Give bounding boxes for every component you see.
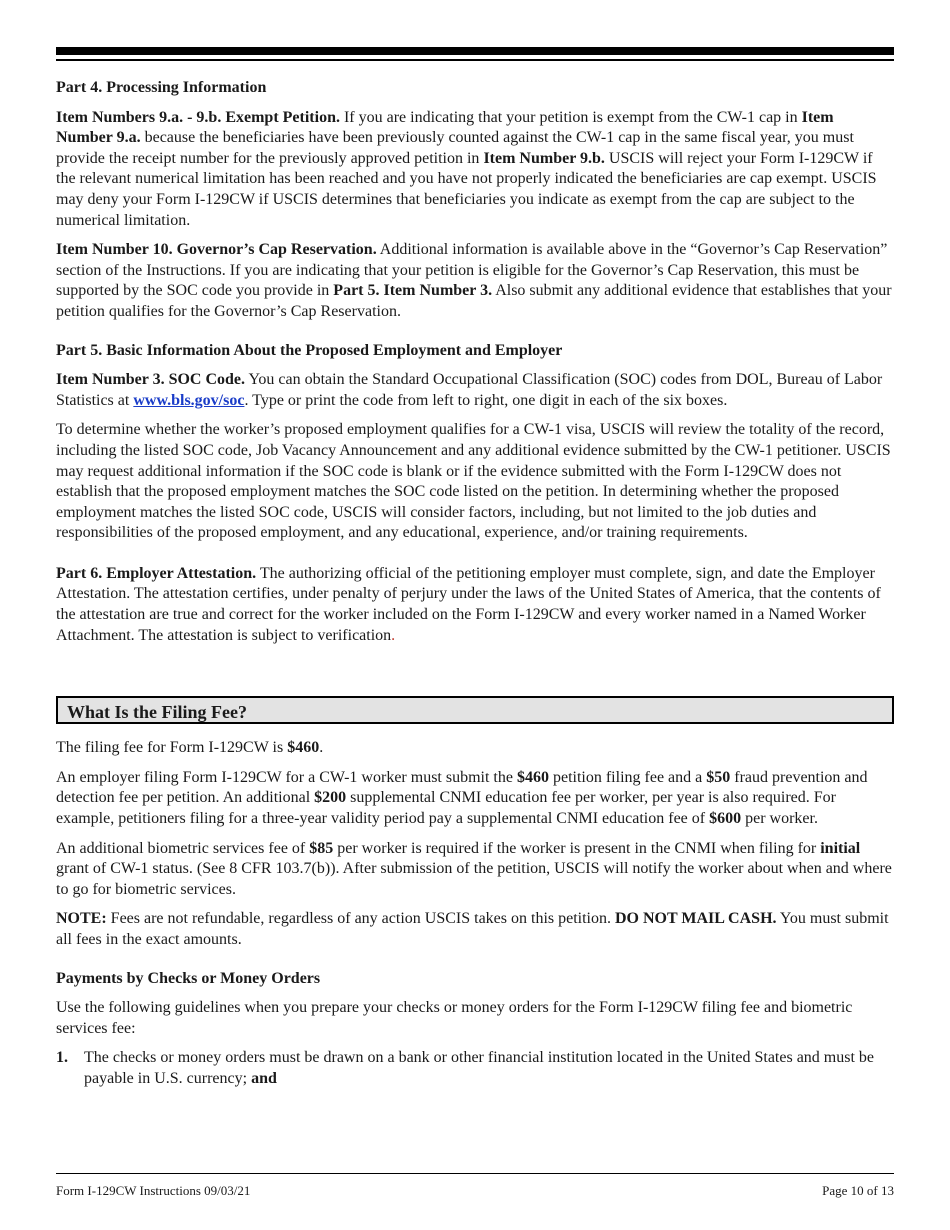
- header-thick-rule: [56, 47, 894, 55]
- payments-intro-paragraph: Use the following guidelines when you prepare your checks or money orders for the Form I-129CW filing fee and biometric services fee:: [56, 999, 853, 1037]
- header-thin-rule: [56, 59, 894, 61]
- footer-rule: [56, 1173, 894, 1174]
- part4-heading: Part 4. Processing Information: [56, 79, 267, 96]
- soc-code-lead: Item Number 3. SOC Code.: [56, 371, 246, 389]
- soc-code-paragraph: Item Number 3. SOC Code. You can obtain the Standard Occupational Classification (SOC) codes from DOL, Bureau of Labor Statistics at www.bls.gov/soc. Type or print the code from left to right, one digit in each of the six boxes.: [56, 371, 883, 409]
- page-content: [56, 78, 894, 1090]
- fees-note-paragraph: NOTE: Fees are not refundable, regardless of any action USCIS takes on this petition. DO NOT MAIL CASH. You must submit all fees in the exact amounts.: [56, 910, 889, 948]
- list-item: [56, 1048, 894, 1089]
- biometric-fee-paragraph: An additional biometric services fee of $85 per worker is required if the worker is present in the CNMI when filing for initial grant of CW-1 status. (See 8 CFR 103.7(b)). After submission of the petition, USCIS will notify the worker about when and where to go for biometric services.: [56, 839, 892, 898]
- filing-fee-paragraph: The filing fee for Form I-129CW is $460.: [56, 739, 324, 757]
- item10-lead: Item Number 10. Governor’s Cap Reservation.: [56, 241, 377, 259]
- item9-paragraph: Item Numbers 9.a. - 9.b. Exempt Petition. If you are indicating that your petition is exempt from the CW-1 cap in Item Number 9.a. because the beneficiaries have been previously counted against the CW-1 cap in the same fiscal year, you must provide the receipt number for the previously approved petition in Item Number 9.b. USCIS will reject your Form I-129CW if the relevant numerical limitation has been reached and you have not properly indicated the beneficiaries are cap exempt. USCIS may deny your Form I-129CW if USCIS determines that beneficiaries you indicate as exempt from the cap are subject to the numerical limitation.: [56, 108, 877, 229]
- list-item-text: The checks or money orders must be drawn on a bank or other financial institution located in the United States and must be payable in U.S. currency; and: [84, 1049, 875, 1087]
- item10-paragraph: Item Number 10. Governor’s Cap Reservation. Additional information is available above in the “Governor’s Cap Reservation” section of the Instructions. If you are indicating that your petition is eligible for the Governor’s Cap Reservation, this must be supported by the SOC code you provide in Part 5. Item Number 3. Also submit any additional evidence that establishes that your petition qualifies for the Governor’s Cap Reservation.: [56, 241, 892, 320]
- footer-form-id: Form I-129CW Instructions 09/03/21: [56, 1183, 251, 1198]
- page-footer: [56, 1183, 894, 1199]
- filing-fee-section-header: What Is the Filing Fee?: [56, 696, 894, 724]
- payments-heading: Payments by Checks or Money Orders: [56, 969, 321, 987]
- footer-page-number: Page 10 of 13: [822, 1183, 894, 1198]
- part6-paragraph: Part 6. Employer Attestation. The authorizing official of the petitioning employer must complete, sign, and date the Employer Attestation. The attestation certifies, under penalty of perjury under the laws of the United States of America, that the contents of the attestation are true and correct for the worker included on the Form I-129CW and every worker named in a Named Worker Attachment. The attestation is subject to verification.: [56, 564, 881, 644]
- cw1-qualification-paragraph: To determine whether the worker’s proposed employment qualifies for a CW-1 visa, USCIS will review the totality of the record, including the listed SOC code, Job Vacancy Announcement and any additional evidence submitted by the CW-1 petitioner. USCIS may request additional information if the SOC code is blank or if the evidence submitted with the Form I-129CW does not establish that the proposed employment matches the SOC code listed on the petition. In determining whether the proposed employment matches the listed SOC code, USCIS will consider factors, including, but not limited to the job duties and responsibilities of the proposed employment, and any educational, experience, and/or training requirements.: [56, 421, 891, 542]
- item9-lead: Item Numbers 9.a. - 9.b. Exempt Petition.: [56, 108, 340, 126]
- bls-soc-link[interactable]: www.bls.gov/soc: [133, 391, 245, 409]
- list-item-number: 1.: [56, 1049, 68, 1067]
- document-page: [56, 0, 894, 1230]
- employer-fees-paragraph: An employer filing Form I-129CW for a CW-1 worker must submit the $460 petition filing fee and a $50 fraud prevention and detection fee per petition. An additional $200 supplemental CNMI education fee per worker, per year is also required. For example, petitioners filing for a three-year validity period pay a supplemental CNMI education fee of $600 per worker.: [56, 768, 868, 828]
- part5-heading: Part 5. Basic Information About the Proposed Employment and Employer: [56, 341, 563, 359]
- part6-lead: Part 6. Employer Attestation.: [56, 564, 257, 582]
